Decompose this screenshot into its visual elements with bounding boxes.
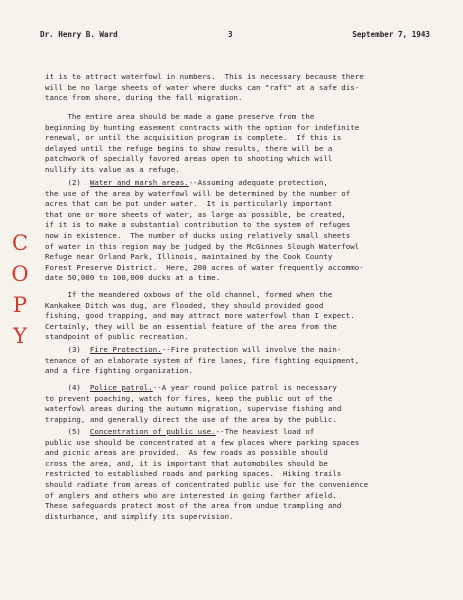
line: Certainly, they will be an essential feature of the area from the (45, 321, 337, 331)
letter-date: September 7, 1943 (352, 30, 430, 39)
line: fishing, good trapping, and may attract more waterfowl than I expect. (45, 311, 355, 321)
section-number: (4) (67, 383, 81, 392)
line: The entire area should be made a game preserve from the (45, 112, 315, 121)
line: if it is to make a substantial contribution to the system of refuges (45, 220, 351, 230)
section-number: (2) (67, 178, 81, 187)
paragraph-1 (45, 72, 364, 104)
line: acres that can be put under water. It is particularly important (45, 199, 333, 209)
section-heading: Police patrol. (89, 383, 153, 392)
line: the use of the area by waterfowl will be determined by the number of (45, 188, 351, 198)
line: of water in this region may be judged by the McGinnes Slough Waterfowl (45, 241, 360, 251)
line: tenance of an elaborate system of fire lanes, fire fighting equipment, (45, 355, 360, 365)
section-number: (5) (67, 427, 81, 436)
line: --The heaviest load of (215, 427, 315, 436)
line: trapping, and generally direct the use of the area by the public. (45, 414, 337, 424)
line: and a fire fighting organization. (45, 366, 194, 376)
line: date 50,000 to 100,000 ducks at a time. (45, 273, 221, 283)
line: will be no large sheets of water where ducks can "raft" at a safe dis- (45, 82, 360, 92)
line: Refuge near Orland Park, Illinois, maintained by the Cook County (45, 252, 333, 262)
copy-letter-y: Y (13, 324, 27, 348)
line: should radiate from areas of concentrated public use for the convenience (45, 479, 369, 489)
line: If the meandered oxbows of the old channel, formed when the (45, 290, 333, 299)
line: disturbance, and simplify its supervision. (45, 511, 234, 521)
section-number: (3) (67, 345, 81, 354)
page-header (40, 30, 440, 42)
line: These safeguards protect most of the area from undue trampling and (45, 501, 342, 511)
line: --A year round police patrol is necessary (152, 383, 337, 392)
page-number: 3 (228, 30, 233, 39)
copy-letter-p: P (12, 293, 28, 317)
line: beginning by hunting easement contracts with the option for indefinite (45, 122, 360, 132)
line: it is to attract waterfowl in numbers. This is necessary because there (45, 72, 364, 81)
recipient-name: Dr. Henry B. Ward (40, 30, 118, 39)
paragraph-oxbows (45, 290, 355, 343)
section-heading: Fire Protection. (89, 345, 162, 354)
copy-letter-o: O (11, 262, 29, 286)
line: now in existence. The number of ducks using relatively small sheets (45, 230, 351, 240)
line: Kankakee Ditch was dug, are flooded, they should provided good (45, 300, 324, 310)
line: that one or more sheets of water, as large as possible, be created, (45, 209, 346, 219)
paragraph-2 (45, 112, 359, 176)
line: of anglers and others who are interested in going farther afield. (45, 490, 337, 500)
line: to prevent poaching, watch for fires, keep the public out of the (45, 393, 333, 403)
copy-letter-c: C (11, 231, 29, 255)
copy-stamp (10, 228, 30, 352)
paragraph-fire-protection (45, 345, 359, 377)
line: patchwork of specially favored areas open to shooting which will (45, 154, 333, 164)
line: public use should be concentrated at a few places where parking spaces (45, 437, 360, 447)
line: --Fire protection will involve the main- (161, 345, 342, 354)
line: restricted to established roads and parking spaces. Hiking trails (45, 469, 342, 479)
paragraph-water-marsh (45, 178, 364, 284)
line: standpoint of public recreation. (45, 332, 189, 342)
paragraph-police-patrol (45, 383, 341, 425)
paragraph-public-use (45, 427, 368, 522)
line: delayed until the refuge begins to show results, there will be a (45, 143, 333, 153)
line: waterfowl areas during the autumn migration, supervise fishing and (45, 404, 342, 414)
line: --Assuming adequate protection, (188, 178, 328, 187)
section-heading: Concentration of public use. (89, 427, 216, 436)
line: nullify its value as a refuge. (45, 164, 180, 174)
line: tance from shore, during the fall migration. (45, 93, 243, 103)
line: Forest Preserve District. Here, 200 acres of water frequently accommo- (45, 262, 364, 272)
line: and picnic areas are provided. As few roads as possible should (45, 448, 328, 458)
line: renewal, or until the acquisition program is complete. If this is (45, 133, 342, 143)
section-heading: Water and marsh areas. (89, 178, 189, 187)
line: cross the area, and, it is important that automobiles should be (45, 458, 328, 468)
